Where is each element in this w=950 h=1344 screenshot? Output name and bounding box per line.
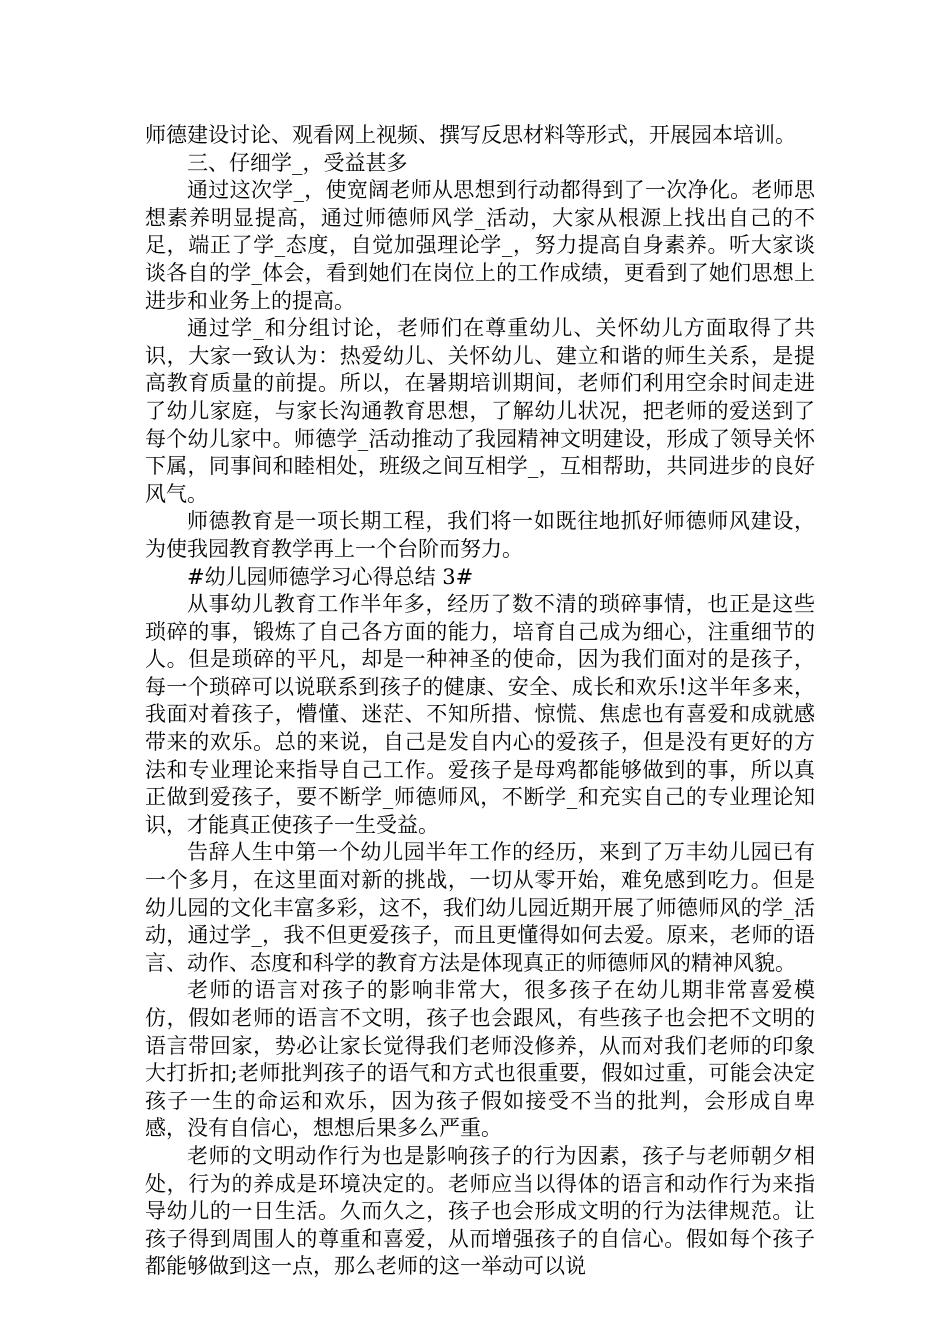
paragraph: 老师的文明动作行为也是影响孩子的行为因素，孩子与老师朝夕相处，行为的养成是环境决定的。老师应当以得体的语言和动作行为来指导幼儿的一日生活。久而久之，孩子也会形成文明的行为法律规范。让孩子得到周围人的尊重和喜爱，从而增强孩子的自信心。假如每个孩子都能够做到这一点，那么老师的这一举动可以说 (145, 1143, 815, 1279)
document-body (145, 122, 815, 1281)
paragraph: 老师的语言对孩子的影响非常大，很多孩子在幼儿期非常喜爱模仿，假如老师的语言不文明，孩子也会跟风，有些孩子也会把不文明的语言带回家，势必让家长觉得我们老师没修养，从而对我们老师的印象大打折扣;老师批判孩子的语气和方式也很重要，假如过重，可能会决定孩子一生的命运和欢乐，因为孩子假如接受不当的批判，会形成自卑感，没有自信心，想想后果多么严重。 (145, 978, 815, 1141)
paragraph: 通过学_和分组讨论，老师们在尊重幼儿、关怀幼儿方面取得了共识，大家一致认为：热爱幼儿、关怀幼儿、建立和谐的师生关系，是提高教育质量的前提。所以，在暑期培训期间，老师们利用空余时间走进了幼儿家庭，与家长沟通教育思想，了解幼儿状况，把老师的爱送到了每个幼儿家中。师德学_活动推动了我园精神文明建设，形成了领导关怀下属，同事间和睦相处，班级之间互相学_，互相帮助，共同进步的良好风气。 (145, 316, 815, 506)
paragraph: 师德教育是一项长期工程，我们将一如既往地抓好师德师风建设，为使我园教育教学再上一个台阶而努力。 (145, 509, 815, 561)
paragraph: 师德建设讨论、观看网上视频、撰写反思材料等形式，开展园本培训。 (145, 123, 796, 147)
paragraph: 从事幼儿教育工作半年多，经历了数不清的琐碎事情，也正是这些琐碎的事，锻炼了自己各方面的能力，培育自己成为细心，注重细节的人。但是琐碎的平凡，却是一种神圣的使命，因为我们面对的是孩子，每一个琐碎可以说联系到孩子的健康、安全、成长和欢乐!这半年多来，我面对着孩子，懵懂、迷茫、不知所措、惊慌、焦虑也有喜爱和成就感带来的欢乐。总的来说，自己是发自内心的爱孩子，但是没有更好的方法和专业理论来指导自己工作。爱孩子是母鸡都能够做到的事，所以真正做到爱孩子，要不断学_师德师风，不断学_和充实自己的专业理论知识，才能真正使孩子一生受益。 (145, 592, 815, 837)
paragraph: 告辞人生中第一个幼儿园半年工作的经历，来到了万丰幼儿园已有一个多月，在这里面对新的挑战，一切从零开始，难免感到吃力。但是幼儿园的文化丰富多彩，这不，我们幼儿园近期开展了师德师风的学_活动，通过学_，我不但更爱孩子，而且更懂得如何去爱。原来，老师的语言、动作、态度和科学的教育方法是体现真正的师德师风的精神风貌。 (145, 840, 815, 975)
section-heading: 三、仔细学_，受益甚多 (187, 150, 408, 175)
paragraph: 通过这次学_，使宽阔老师从思想到行动都得到了一次净化。老师思想素养明显提高，通过师德师风学_活动，大家从根源上找出自己的不足，端正了学_态度，自觉加强理论学_，努力提高自身素养。听大家谈谈各自的学_体会，看到她们在岗位上的工作成绩，更看到了她们思想上进步和业务上的提高。 (145, 178, 815, 313)
section-heading: #幼儿园师德学习心得总结 3# (187, 564, 474, 589)
